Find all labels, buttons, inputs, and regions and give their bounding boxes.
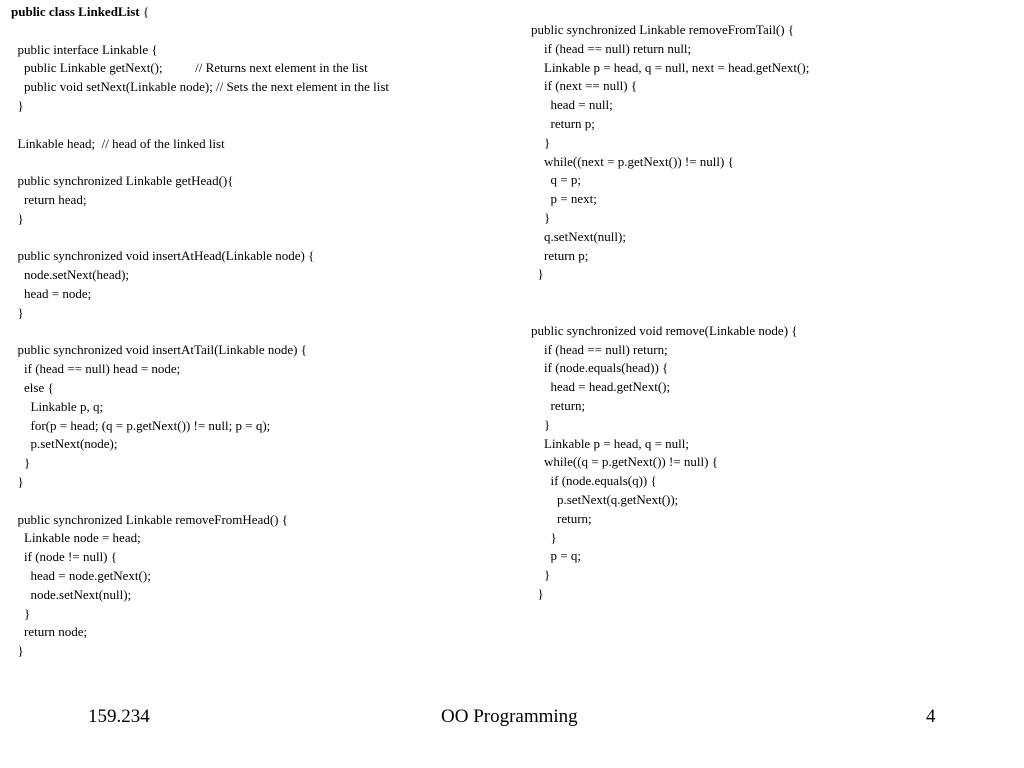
code-line: if (head == null) return; xyxy=(531,341,668,357)
code-line: Linkable p = head, q = null; xyxy=(531,435,689,451)
code-line: while((next = p.getNext()) != null) { xyxy=(531,153,734,169)
code-line: Linkable p = head, q = null, next = head.getNext(); xyxy=(531,59,810,75)
code-line: } xyxy=(531,209,551,225)
code-line: head = null; xyxy=(531,97,613,113)
code-line: else { xyxy=(11,379,54,395)
code-line xyxy=(531,284,809,303)
code-line: if (next == null) { xyxy=(531,78,638,94)
code-line: public void setNext(Linkable node); // Sets the next element in the list xyxy=(11,79,390,95)
code-line: } xyxy=(531,529,557,545)
code-line xyxy=(11,229,389,248)
code-line: public synchronized void remove(Linkable node) { xyxy=(531,322,798,338)
code-line: Linkable node = head; xyxy=(11,530,141,546)
class-declaration: public class LinkedList xyxy=(11,4,140,19)
code-line: head = node; xyxy=(11,285,92,301)
footer-course-title: OO Programming xyxy=(441,706,578,727)
code-line: while((q = p.getNext()) != null) { xyxy=(531,454,718,470)
code-line: } xyxy=(11,455,31,471)
code-line: return; xyxy=(531,510,592,526)
code-line: Linkable head; // head of the linked list xyxy=(11,135,225,151)
code-column-left xyxy=(11,3,389,661)
code-line: } xyxy=(11,643,24,659)
code-line: Linkable p, q; xyxy=(11,398,104,414)
code-line: return p; xyxy=(531,247,589,263)
code-line: public synchronized Linkable getHead(){ xyxy=(11,173,234,189)
code-line: } xyxy=(531,585,544,601)
code-line: for(p = head; (q = p.getNext()) != null; p = q); xyxy=(11,417,271,433)
code-line xyxy=(11,3,389,22)
code-line: p.setNext(node); xyxy=(11,436,118,452)
code-line: } xyxy=(11,473,24,489)
code-line: p = q; xyxy=(531,548,581,564)
code-line: } xyxy=(531,416,551,432)
code-line xyxy=(11,22,389,41)
code-line: public synchronized void insertAtHead(Linkable node) { xyxy=(11,248,315,264)
code-line: public synchronized void insertAtTail(Linkable node) { xyxy=(11,342,307,358)
code-line: node.setNext(head); xyxy=(11,267,130,283)
code-line: return node; xyxy=(11,624,88,640)
code-line: } xyxy=(531,266,544,282)
code-line: } xyxy=(11,605,31,621)
code-line: if (head == null) head = node; xyxy=(11,361,181,377)
code-line: } xyxy=(11,210,24,226)
code-line: p = next; xyxy=(531,191,597,207)
code-text: { xyxy=(139,4,150,19)
code-line: public synchronized Linkable removeFromTail() { xyxy=(531,22,795,37)
code-line: return; xyxy=(531,397,586,413)
code-line xyxy=(531,303,809,322)
code-line: public interface Linkable { xyxy=(11,41,158,57)
code-line: q = p; xyxy=(531,172,581,188)
code-line: if (node.equals(q)) { xyxy=(531,473,657,489)
code-line: q.setNext(null); xyxy=(531,228,626,244)
footer-course-number: 159.234 xyxy=(88,706,150,727)
code-line: if (node.equals(head)) { xyxy=(531,360,669,376)
code-line: return head; xyxy=(11,191,87,207)
code-line xyxy=(11,116,389,135)
code-line: public Linkable getNext(); // Returns next element in the list xyxy=(11,60,368,76)
code-line: head = node.getNext(); xyxy=(11,567,151,583)
footer-page-number: 4 xyxy=(926,706,936,727)
code-column-right xyxy=(531,21,809,604)
code-line: head = head.getNext(); xyxy=(531,379,671,395)
code-line xyxy=(11,492,389,511)
code-line: p.setNext(q.getNext()); xyxy=(531,491,679,507)
code-line: } xyxy=(531,567,551,583)
code-line: if (node != null) { xyxy=(11,549,117,565)
code-line: public synchronized Linkable removeFromHead() { xyxy=(11,511,288,527)
code-line: node.setNext(null); xyxy=(11,586,132,602)
code-line: } xyxy=(11,304,24,320)
code-line: if (head == null) return null; xyxy=(531,40,692,56)
code-line: } xyxy=(11,97,24,113)
code-line xyxy=(11,153,389,172)
code-line: } xyxy=(531,134,551,150)
code-line xyxy=(11,323,389,342)
code-line: return p; xyxy=(531,115,595,131)
